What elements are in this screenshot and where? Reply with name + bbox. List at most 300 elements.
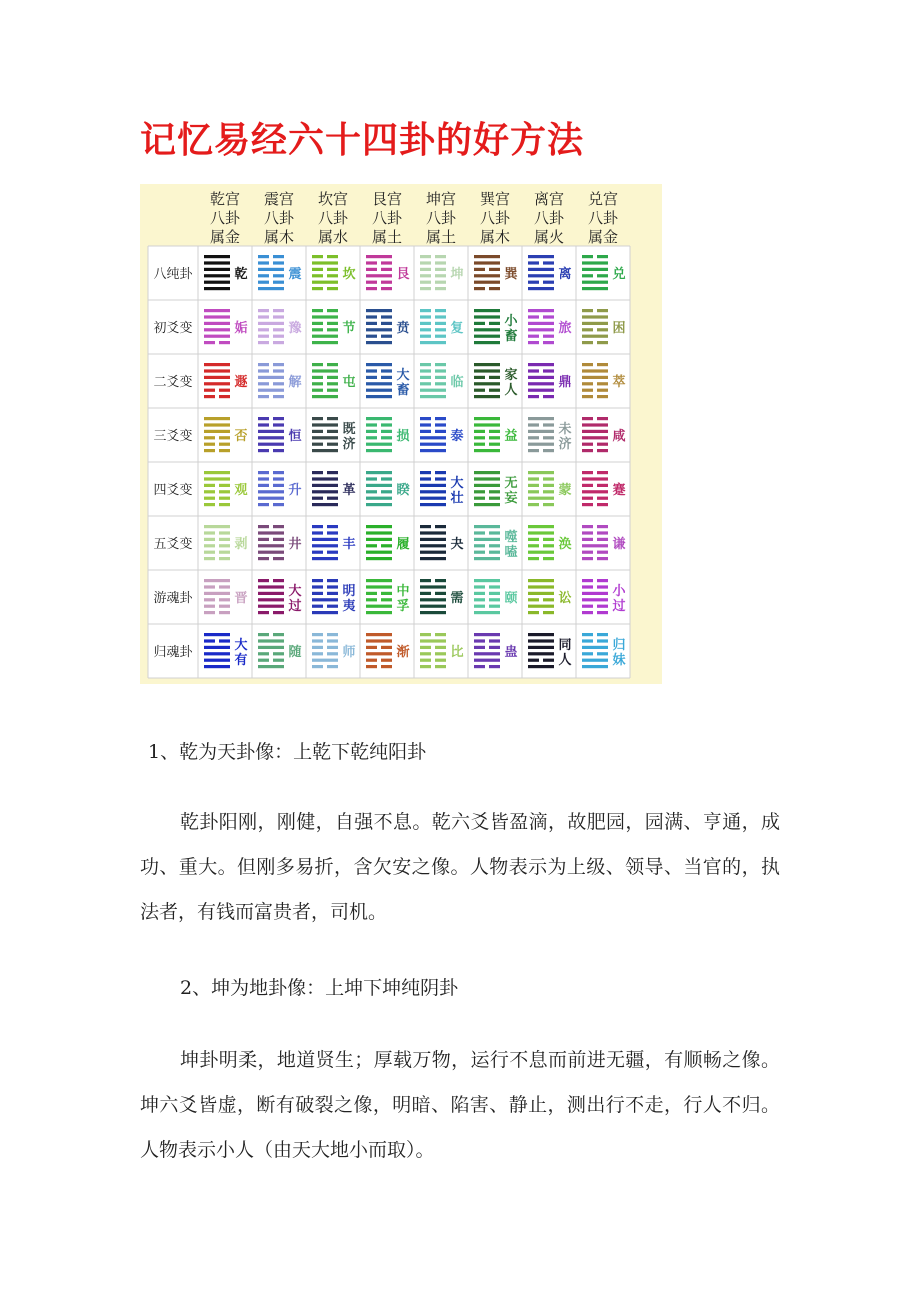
yin-line-right: [273, 369, 284, 372]
hexagram-name: 巽: [504, 267, 518, 282]
hexagram-name-part: 畜: [396, 383, 410, 398]
yang-line: [366, 328, 392, 331]
yin-line-right: [435, 268, 446, 271]
yin-line-right: [597, 255, 608, 258]
yin-line-right: [327, 430, 338, 433]
yin-line-left: [258, 341, 269, 344]
hexagram-name-part: 过: [288, 599, 302, 614]
yang-line: [258, 436, 284, 439]
palace-bagua-label: 八卦: [209, 209, 241, 227]
yin-line-right: [219, 436, 230, 439]
yang-line: [312, 659, 338, 662]
yang-line: [474, 525, 500, 528]
yin-line-left: [312, 417, 323, 420]
palace-bagua-label: 八卦: [263, 209, 295, 227]
hexagram-name-part: 中: [396, 584, 410, 599]
yin-line-right: [273, 382, 284, 385]
yin-line-right: [597, 525, 608, 528]
yang-line: [420, 585, 446, 588]
yang-line: [258, 490, 284, 493]
yang-line: [474, 281, 500, 284]
yin-line-left: [420, 382, 431, 385]
palace-bagua-label: 八卦: [533, 209, 565, 227]
yang-line: [366, 611, 392, 614]
hexagram-name: 贲: [396, 321, 410, 336]
yang-line: [204, 255, 230, 258]
yang-line: [474, 652, 500, 655]
yin-line-right: [273, 557, 284, 560]
yin-line-left: [258, 395, 269, 398]
yang-line: [258, 605, 284, 608]
yin-line-left: [312, 287, 323, 290]
hexagram-name: 鼎: [558, 375, 572, 390]
hexagram-name: 复: [450, 321, 464, 336]
row-label: 归魂卦: [153, 645, 193, 660]
yin-line-right: [543, 538, 554, 541]
yin-line-right: [435, 423, 446, 426]
yin-line-right: [381, 598, 392, 601]
palace-bagua-label: 八卦: [371, 209, 403, 227]
yin-line-left: [420, 659, 431, 662]
yin-line-right: [543, 503, 554, 506]
yin-line-left: [366, 665, 377, 668]
hexagram-name: 讼: [558, 591, 572, 606]
yin-line-right: [543, 659, 554, 662]
yin-line-right: [273, 633, 284, 636]
yin-line-right: [381, 322, 392, 325]
yin-line-left: [582, 471, 593, 474]
yang-line: [204, 328, 230, 331]
yang-line: [258, 497, 284, 500]
hexagram-name: 泰: [450, 429, 464, 444]
yin-line-right: [597, 551, 608, 554]
hexagram-name-part: 人: [504, 383, 518, 398]
yin-line-right: [489, 376, 500, 379]
yang-line: [474, 395, 500, 398]
yin-line-right: [219, 497, 230, 500]
yang-line: [204, 477, 230, 480]
yin-line-right: [381, 268, 392, 271]
yin-line-right: [543, 598, 554, 601]
yang-line: [474, 274, 500, 277]
yin-line-left: [312, 633, 323, 636]
hexagram-name: 需: [450, 591, 464, 606]
yang-line: [582, 490, 608, 493]
yin-line-left: [366, 659, 377, 662]
yin-line-left: [366, 376, 377, 379]
yang-line: [528, 605, 554, 608]
hexagram-name: 旅: [558, 321, 572, 336]
yang-line: [204, 471, 230, 474]
yin-line-right: [435, 369, 446, 372]
yang-line: [528, 585, 554, 588]
hexagram-table-figure: [140, 184, 662, 684]
hexagram-name: 颐: [504, 591, 518, 606]
yang-line: [312, 281, 338, 284]
yin-line-right: [327, 592, 338, 595]
hexagram-name: 兑: [612, 267, 626, 282]
palace-element: 属木: [263, 228, 295, 246]
yin-line-left: [420, 315, 431, 318]
yang-line: [258, 389, 284, 392]
palace-name: 巽宫: [479, 190, 511, 208]
yin-line-left: [312, 525, 323, 528]
yang-line: [366, 652, 392, 655]
yin-line-right: [435, 287, 446, 290]
yang-line: [420, 538, 446, 541]
yang-line: [312, 335, 338, 338]
yin-line-left: [258, 363, 269, 366]
yin-line-left: [312, 443, 323, 446]
yin-line-left: [420, 255, 431, 258]
yin-line-left: [474, 598, 485, 601]
yang-line: [528, 665, 554, 668]
yin-line-left: [258, 538, 269, 541]
yin-line-left: [312, 665, 323, 668]
yin-line-left: [258, 423, 269, 426]
yang-line: [312, 544, 338, 547]
yang-line: [474, 382, 500, 385]
yang-line: [528, 389, 554, 392]
yin-line-right: [381, 430, 392, 433]
yin-line-left: [582, 551, 593, 554]
palace-element: 属土: [371, 228, 403, 246]
yang-line: [582, 322, 608, 325]
yin-line-left: [528, 538, 539, 541]
yin-line-right: [489, 639, 500, 642]
yin-line-right: [327, 646, 338, 649]
yang-line: [366, 531, 392, 534]
yin-line-right: [597, 484, 608, 487]
hexagram-name: 否: [234, 429, 248, 444]
yang-line: [474, 633, 500, 636]
yin-line-right: [381, 592, 392, 595]
yin-line-right: [597, 639, 608, 642]
yin-line-left: [366, 335, 377, 338]
yin-line-left: [582, 605, 593, 608]
yang-line: [366, 639, 392, 642]
yin-line-left: [420, 417, 431, 420]
yang-line: [420, 598, 446, 601]
palace-bagua-label: 八卦: [587, 209, 619, 227]
yin-line-left: [528, 335, 539, 338]
yin-line-right: [219, 490, 230, 493]
row-label: 三爻变: [153, 429, 193, 444]
yang-line: [204, 274, 230, 277]
yin-line-right: [273, 274, 284, 277]
yin-line-left: [204, 389, 215, 392]
yang-line: [366, 525, 392, 528]
yang-line: [312, 503, 338, 506]
paragraph-qian: 乾卦阳刚，刚健，自强不息。乾六爻皆盈滴，故肥园，园满、亨通，成功、重大。但刚多易折，含欠安之像。人物表示为上级、领导、当官的，执法者，有钱而富贵者，司机。: [140, 811, 780, 923]
yang-line: [582, 261, 608, 264]
yin-line-right: [489, 490, 500, 493]
yin-line-right: [489, 646, 500, 649]
yin-line-left: [474, 531, 485, 534]
yin-line-left: [258, 417, 269, 420]
yang-line: [420, 531, 446, 534]
yang-line: [474, 579, 500, 582]
hexagram-name: 损: [396, 429, 410, 444]
yang-line: [474, 477, 500, 480]
yin-line-left: [474, 436, 485, 439]
yin-line-right: [273, 281, 284, 284]
yang-line: [474, 369, 500, 372]
yang-line: [204, 369, 230, 372]
yang-line: [420, 395, 446, 398]
hexagram-name-part: 有: [234, 653, 248, 668]
yang-line: [420, 544, 446, 547]
yin-line-left: [420, 376, 431, 379]
yin-line-left: [312, 652, 323, 655]
yin-line-left: [312, 376, 323, 379]
yin-line-right: [273, 611, 284, 614]
hexagram-name-part: 过: [612, 599, 626, 614]
yin-line-left: [582, 639, 593, 642]
yang-line: [312, 423, 338, 426]
yin-line-left: [312, 363, 323, 366]
yin-line-right: [435, 363, 446, 366]
yang-line: [528, 430, 554, 433]
yang-line: [420, 341, 446, 344]
yang-line: [204, 592, 230, 595]
yin-line-right: [219, 531, 230, 534]
yang-line: [420, 490, 446, 493]
yang-line: [312, 598, 338, 601]
yang-line: [366, 341, 392, 344]
yang-line: [582, 369, 608, 372]
yin-line-left: [420, 363, 431, 366]
hexagram-name: 咸: [612, 429, 626, 444]
page-title: 记忆易经六十四卦的好方法: [140, 119, 585, 161]
yin-line-right: [489, 665, 500, 668]
yin-line-right: [381, 477, 392, 480]
palace-bagua-label: 八卦: [317, 209, 349, 227]
yin-line-right: [381, 315, 392, 318]
yang-line: [366, 471, 392, 474]
yin-line-right: [435, 376, 446, 379]
hexagram-name: 蛊: [504, 645, 518, 660]
yang-line: [366, 443, 392, 446]
yin-line-right: [597, 309, 608, 312]
yin-line-right: [597, 382, 608, 385]
yin-line-right: [219, 395, 230, 398]
yang-line: [204, 652, 230, 655]
yin-line-right: [219, 598, 230, 601]
yin-line-right: [327, 605, 338, 608]
yin-line-left: [312, 274, 323, 277]
yang-line: [582, 376, 608, 379]
hexagram-name-part: 无: [504, 476, 518, 491]
hexagram-name: 姤: [234, 321, 248, 336]
yin-line-left: [474, 389, 485, 392]
yin-line-right: [489, 551, 500, 554]
yin-line-right: [543, 341, 554, 344]
row-label: 初爻变: [153, 321, 193, 336]
yin-line-right: [327, 525, 338, 528]
yin-line-left: [204, 544, 215, 547]
yang-line: [366, 363, 392, 366]
yin-line-left: [366, 315, 377, 318]
yang-line: [528, 633, 554, 636]
yin-line-left: [528, 544, 539, 547]
yin-line-left: [312, 531, 323, 534]
yin-line-left: [582, 449, 593, 452]
yang-line: [366, 605, 392, 608]
yang-line: [420, 484, 446, 487]
yang-line: [582, 430, 608, 433]
yin-line-right: [543, 395, 554, 398]
yang-line: [204, 665, 230, 668]
hexagram-name-part: 畜: [504, 329, 518, 344]
yin-line-right: [327, 287, 338, 290]
yin-line-right: [327, 322, 338, 325]
yin-line-left: [204, 503, 215, 506]
yin-line-left: [258, 281, 269, 284]
yang-line: [528, 255, 554, 258]
hexagram-name: 丰: [342, 537, 356, 552]
yin-line-left: [312, 639, 323, 642]
yang-line: [312, 538, 338, 541]
hexagram-name: 坤: [450, 267, 464, 282]
yang-line: [258, 544, 284, 547]
yang-line: [258, 665, 284, 668]
yin-line-right: [219, 544, 230, 547]
yin-line-left: [420, 328, 431, 331]
hexagram-name-part: 妹: [612, 653, 626, 668]
yin-line-right: [327, 471, 338, 474]
yang-line: [474, 363, 500, 366]
hexagram-name: 涣: [558, 537, 572, 552]
yin-line-right: [597, 341, 608, 344]
yin-line-right: [327, 665, 338, 668]
yin-line-left: [312, 328, 323, 331]
yang-line: [528, 497, 554, 500]
yin-line-left: [312, 322, 323, 325]
yin-line-left: [312, 389, 323, 392]
yin-line-left: [312, 471, 323, 474]
yin-line-right: [489, 497, 500, 500]
yang-line: [204, 315, 230, 318]
yang-line: [366, 449, 392, 452]
yin-line-right: [327, 255, 338, 258]
yin-line-left: [258, 328, 269, 331]
yin-line-right: [543, 557, 554, 560]
yin-line-left: [420, 423, 431, 426]
yin-line-left: [582, 557, 593, 560]
yang-line: [312, 611, 338, 614]
hexagram-name-part: 同: [558, 638, 572, 653]
yin-line-left: [474, 551, 485, 554]
yang-line: [204, 430, 230, 433]
yang-line: [258, 376, 284, 379]
hexagram-name-part: 大: [288, 584, 302, 599]
yin-line-left: [204, 436, 215, 439]
yin-line-left: [204, 395, 215, 398]
yin-line-left: [204, 443, 215, 446]
yang-line: [366, 382, 392, 385]
yin-line-left: [474, 665, 485, 668]
row-label: 游魂卦: [153, 591, 193, 606]
hexagram-name: 睽: [396, 483, 410, 498]
yin-line-right: [327, 585, 338, 588]
yin-line-left: [528, 611, 539, 614]
yin-line-right: [219, 585, 230, 588]
yin-line-right: [597, 652, 608, 655]
yang-line: [420, 557, 446, 560]
palace-name: 坎宫: [317, 190, 349, 208]
yang-line: [474, 659, 500, 662]
yang-line: [312, 484, 338, 487]
yin-line-right: [597, 503, 608, 506]
yin-line-left: [258, 611, 269, 614]
yin-line-right: [543, 335, 554, 338]
yin-line-left: [420, 335, 431, 338]
yin-line-left: [312, 268, 323, 271]
yin-line-left: [420, 369, 431, 372]
yin-line-right: [327, 274, 338, 277]
yin-line-left: [258, 503, 269, 506]
yin-line-right: [273, 255, 284, 258]
palace-name: 乾宫: [209, 190, 241, 208]
palace-bagua-label: 八卦: [425, 209, 457, 227]
yin-line-right: [597, 538, 608, 541]
yang-line: [474, 538, 500, 541]
hexagram-name-part: 人: [558, 653, 572, 668]
yin-line-right: [381, 335, 392, 338]
hexagram-name-part: 噬: [504, 530, 518, 545]
yang-line: [258, 443, 284, 446]
hexagram-name: 蒙: [558, 483, 572, 498]
hexagram-name: 观: [234, 483, 248, 498]
yin-line-right: [219, 557, 230, 560]
yin-line-left: [258, 633, 269, 636]
yin-line-left: [204, 605, 215, 608]
yin-line-left: [204, 484, 215, 487]
yin-line-left: [204, 449, 215, 452]
yin-line-right: [489, 322, 500, 325]
yang-line: [528, 382, 554, 385]
yang-line: [258, 551, 284, 554]
yin-line-left: [420, 646, 431, 649]
yin-line-right: [381, 281, 392, 284]
yin-line-left: [582, 309, 593, 312]
yin-line-right: [597, 633, 608, 636]
yin-line-right: [489, 598, 500, 601]
yin-line-left: [474, 376, 485, 379]
yang-line: [474, 503, 500, 506]
palace-element: 属水: [317, 228, 349, 246]
yin-line-left: [582, 652, 593, 655]
hexagram-name-part: 未: [558, 422, 572, 437]
palace-name: 坤宫: [425, 190, 457, 208]
yang-line: [312, 477, 338, 480]
yin-line-left: [258, 579, 269, 582]
yang-line: [312, 261, 338, 264]
yang-line: [528, 579, 554, 582]
yin-line-right: [327, 443, 338, 446]
yang-line: [420, 639, 446, 642]
yin-line-left: [420, 274, 431, 277]
yang-line: [204, 281, 230, 284]
yin-line-left: [312, 255, 323, 258]
yin-line-left: [204, 585, 215, 588]
yang-line: [204, 646, 230, 649]
yang-line: [258, 430, 284, 433]
yang-line: [258, 646, 284, 649]
yang-line: [258, 639, 284, 642]
yin-line-right: [543, 544, 554, 547]
